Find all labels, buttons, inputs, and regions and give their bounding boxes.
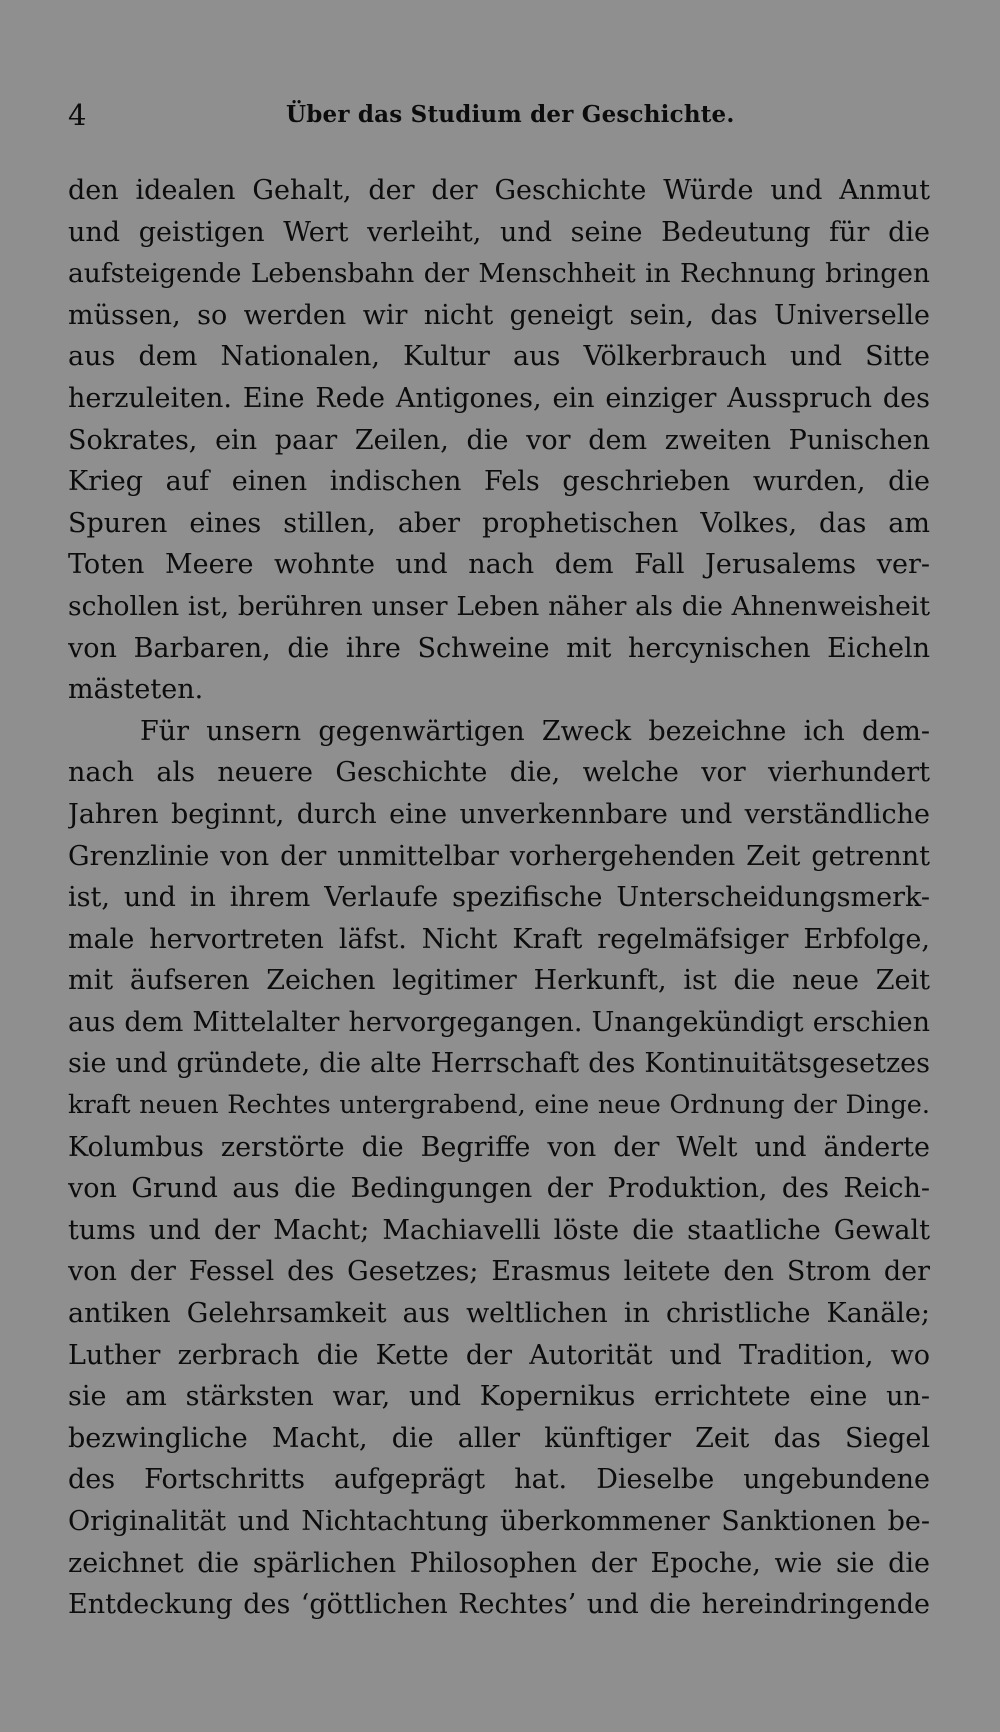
text-line: des Fortschritts aufgeprägt hat. Dieselbe ungebundene — [68, 1464, 930, 1496]
text-line: male hervortreten läfst. Nicht Kraft regelmäfsiger Erbfolge, — [68, 923, 930, 955]
text-line: Kolumbus zerstörte die Begriffe von der Welt und änderte — [68, 1131, 930, 1163]
text-line: zeichnet die spärlichen Philosophen der Epoche, wie sie die — [68, 1547, 930, 1579]
body-text — [68, 170, 930, 1626]
text-line: müssen, so werden wir nicht geneigt sein, das Universelle — [68, 299, 930, 331]
text-line: Sokrates, ein paar Zeilen, die vor dem zweiten Punischen — [68, 424, 930, 456]
text-line: von Grund aus die Bedingungen der Produktion, des Reich- — [68, 1173, 930, 1205]
paragraph-end-line: mästeten. — [68, 674, 204, 706]
text-line: sie am stärksten war, und Kopernikus errichtete eine un- — [68, 1381, 930, 1413]
text-line: von der Fessel des Gesetzes; Erasmus leitete den Strom der — [68, 1256, 930, 1288]
text-line: schollen ist, berühren unser Leben näher als die Ahnenweisheit — [68, 590, 930, 622]
text-line: herzuleiten. Eine Rede Antigones, ein einziger Ausspruch des — [68, 382, 930, 414]
text-line: aus dem Mittelalter hervorgegangen. Unangekündigt erschien — [68, 1006, 930, 1038]
text-line: Entdeckung des ‘göttlichen Rechtes’ und die hereindringende — [68, 1589, 930, 1621]
text-line: nach als neuere Geschichte die, welche vor vierhundert — [68, 757, 930, 789]
text-line: Jahren beginnt, durch eine unverkennbare und verständliche — [68, 798, 930, 830]
text-line: Grenzlinie von der unmittelbar vorhergehenden Zeit getrennt — [68, 840, 930, 872]
text-line: antiken Gelehrsamkeit aus weltlichen in christliche Kanäle; — [68, 1298, 930, 1330]
text-line: mit äufseren Zeichen legitimer Herkunft, ist die neue Zeit — [68, 965, 930, 997]
running-title: Über das Studium der Geschichte. — [286, 101, 735, 128]
text-line: Spuren eines stillen, aber prophetischen Volkes, das am — [68, 507, 930, 539]
text-line: Luther zerbrach die Kette der Autorität und Tradition, wo — [68, 1339, 930, 1371]
text-line: Krieg auf einen indischen Fels geschrieben wurden, die — [68, 466, 930, 498]
text-line: aufsteigende Lebensbahn der Menschheit in Rechnung bringen — [68, 258, 930, 290]
text-line: den idealen Gehalt, der der Geschichte Würde und Anmut — [68, 175, 930, 206]
text-line: kraft neuen Rechtes untergrabend, eine neue Ordnung der Dinge. — [68, 1090, 930, 1121]
page-header — [68, 98, 930, 134]
text-line: Toten Meere wohnte und nach dem Fall Jerusalems ver- — [68, 549, 930, 581]
text-line: von Barbaren, die ihre Schweine mit hercynischen Eicheln — [68, 632, 930, 664]
text-line: tums und der Macht; Machiavelli löste die staatliche Gewalt — [68, 1214, 930, 1246]
text-line: und geistigen Wert verleiht, und seine Bedeutung für die — [68, 216, 930, 248]
page-number: 4 — [68, 98, 87, 132]
text-line: aus dem Nationalen, Kultur aus Völkerbrauch und Sitte — [68, 341, 930, 373]
text-line: ist, und in ihrem Verlaufe spezifische Unterscheidungsmerk- — [68, 882, 930, 914]
text-line: sie und gründete, die alte Herrschaft des Kontinuitätsgesetzes — [68, 1048, 930, 1080]
paragraph-start-line: Für unsern gegenwärtigen Zweck bezeichne ich dem- — [140, 715, 930, 747]
text-line: bezwingliche Macht, die aller künftiger Zeit das Siegel — [68, 1422, 930, 1454]
text-line: Originalität und Nichtachtung überkommener Sanktionen be- — [68, 1506, 930, 1537]
